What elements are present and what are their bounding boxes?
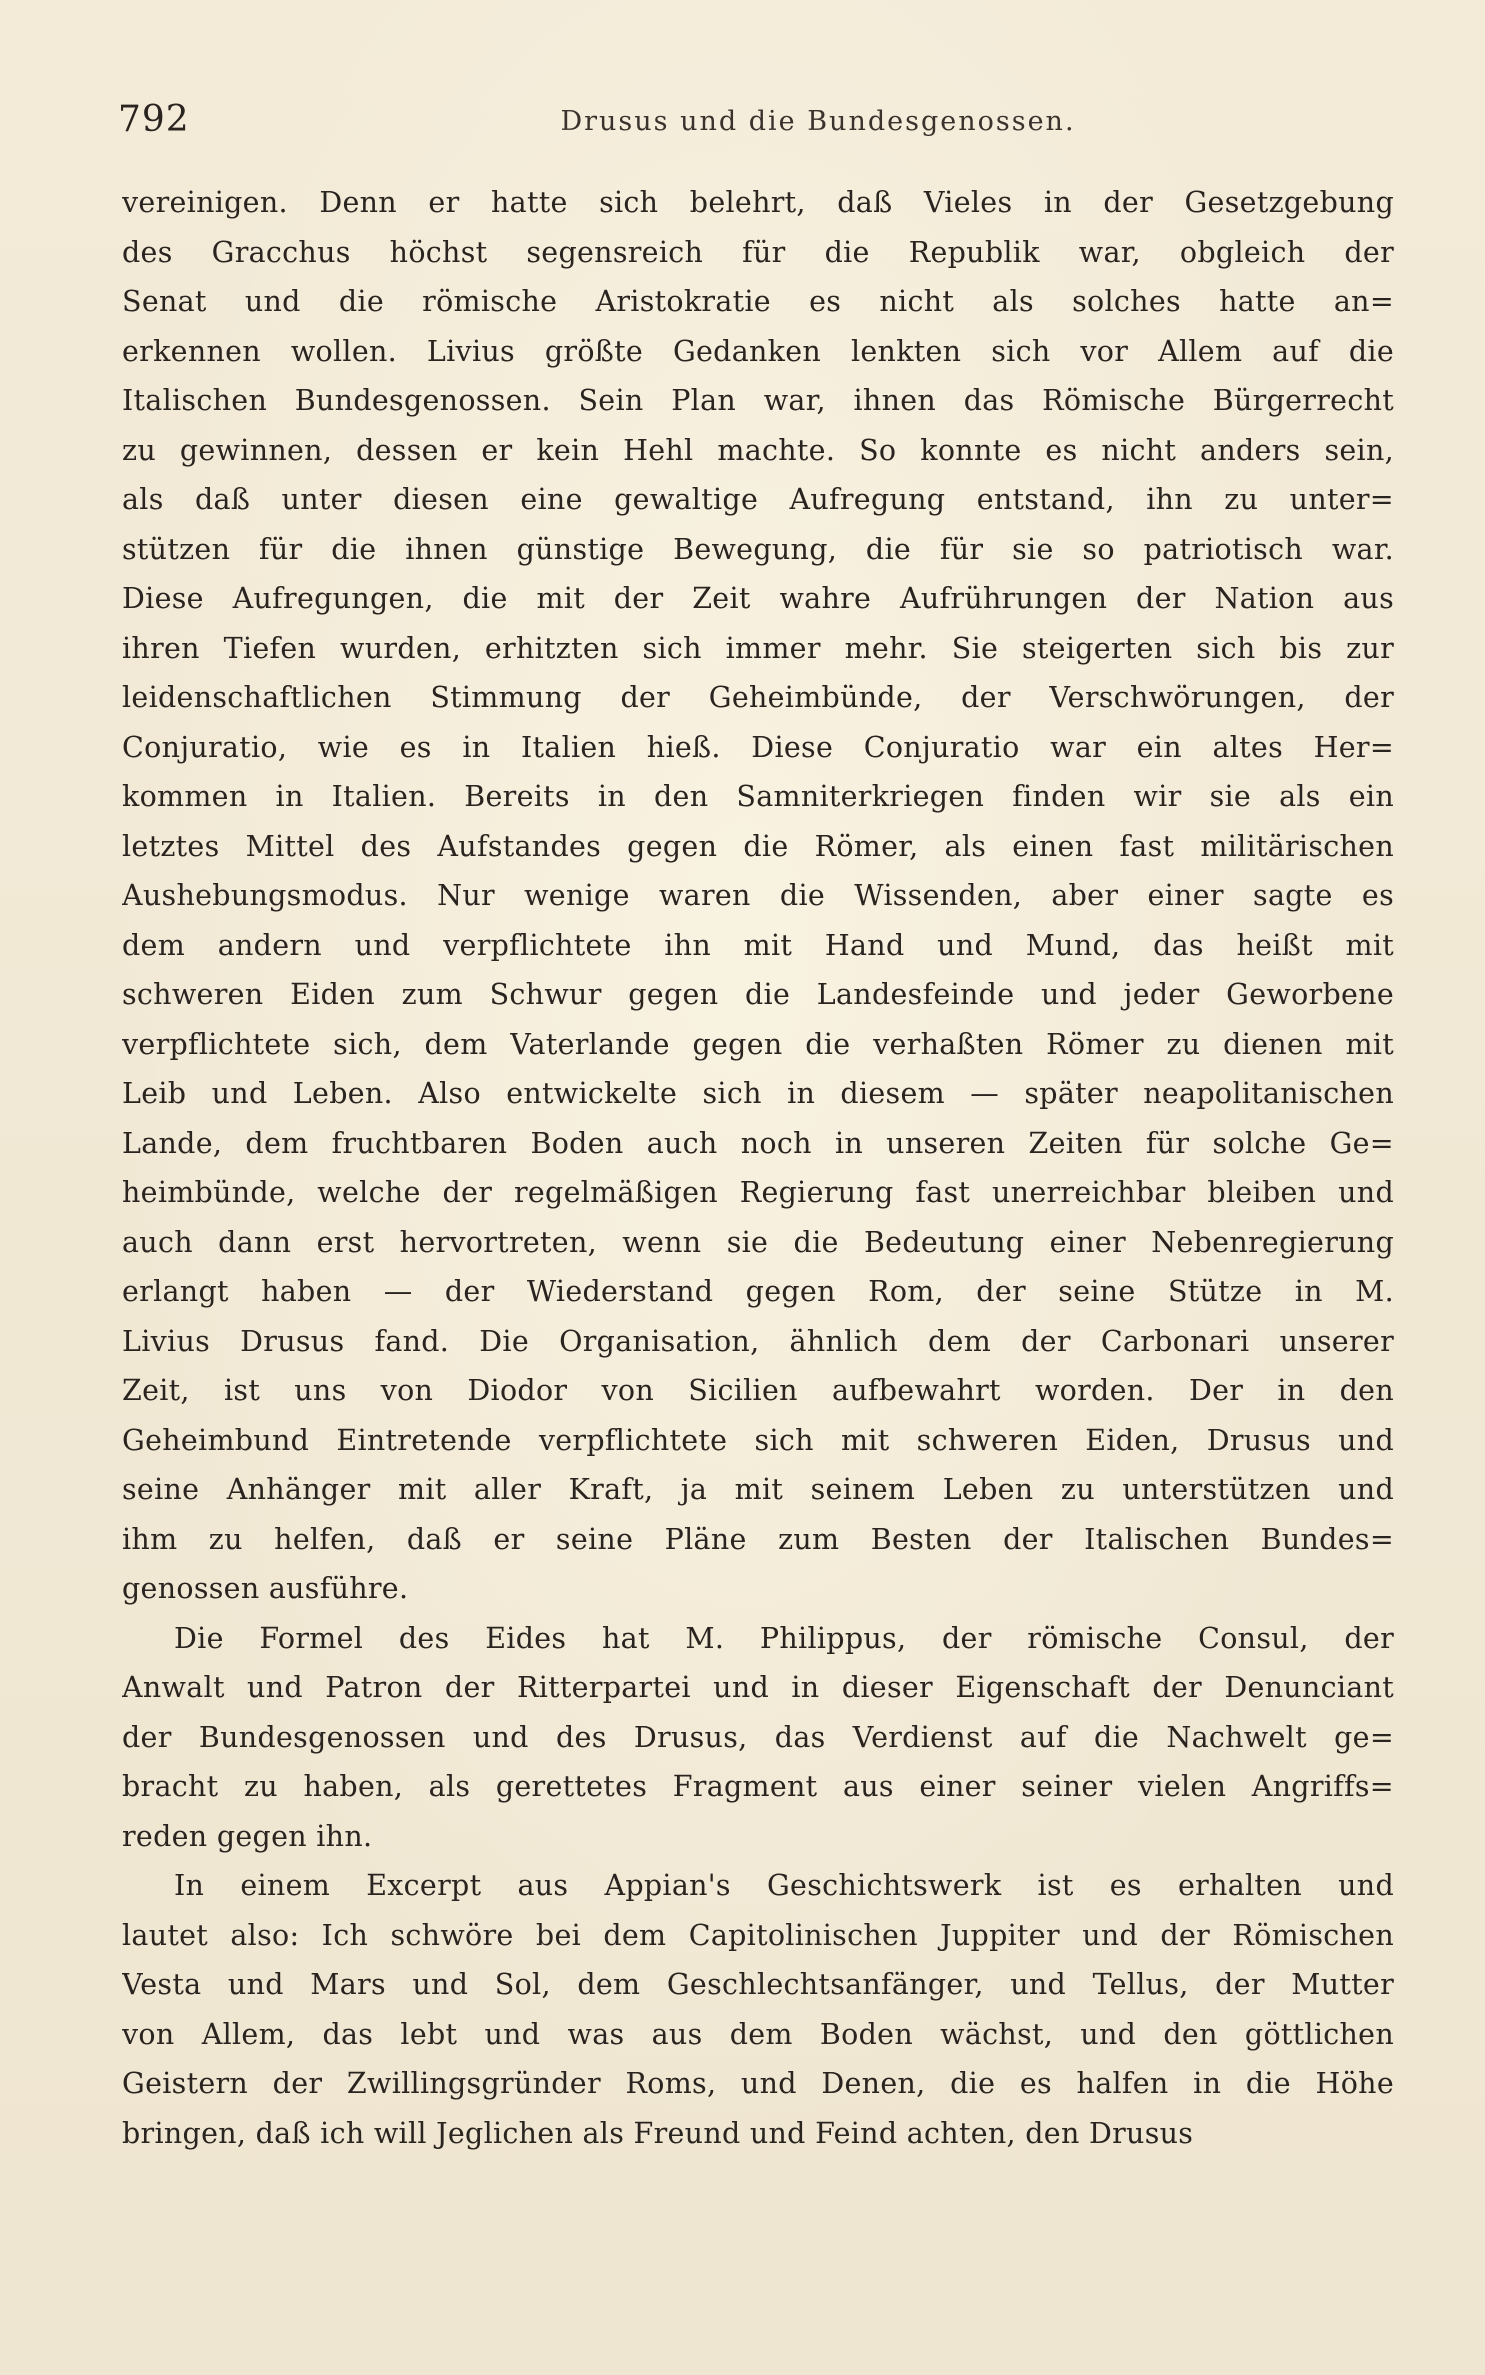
text-line: auch dann erst hervortreten, wenn sie die Bedeutung einer Nebenregierung (122, 1225, 1394, 1259)
text-line: Conjuratio, wie es in Italien hieß. Diese Conjuratio war ein altes Her= (122, 730, 1394, 764)
text-line: Leib und Leben. Also entwickelte sich in diesem — später neapolitanischen (122, 1077, 1394, 1110)
text-line: lautet also: Ich schwöre bei dem Capitolinischen Juppiter und der Römischen (122, 1918, 1394, 1952)
text-line: Anwalt und Patron der Ritterpartei und in dieser Eigenschaft der Denunciant (122, 1671, 1394, 1704)
text-line: Senat und die römische Aristokratie es nicht als solches hatte an= (122, 285, 1394, 318)
text-line: heimbünde, welche der regelmäßigen Regierung fast unerreichbar bleiben und (122, 1176, 1394, 1209)
text-line: der Bundesgenossen und des Drusus, das Verdienst auf die Nachwelt ge= (122, 1720, 1394, 1754)
text-line: In einem Excerpt aus Appian's Geschichtswerk ist es erhalten und (174, 1869, 1394, 1902)
text-line: bringen, daß ich will Jeglichen als Freund und Feind achten, den Drusus (122, 2116, 1194, 2150)
text-line: Zeit, ist uns von Diodor von Sicilien aufbewahrt worden. Der in den (122, 1374, 1394, 1407)
text-line: genossen ausführe. (122, 1572, 409, 1605)
text-line: Vesta und Mars und Sol, dem Geschlechtsanfänger, und Tellus, der Mutter (122, 1968, 1394, 2001)
text-line: reden gegen ihn. (122, 1819, 373, 1853)
text-line: des Gracchus höchst segensreich für die Republik war, obgleich der (122, 235, 1394, 269)
text-line: dem andern und verpflichtete ihn mit Hand und Mund, das heißt mit (122, 928, 1394, 962)
text-line: Italischen Bundesgenossen. Sein Plan war, ihnen das Römische Bürgerrecht (122, 384, 1394, 417)
paragraph (122, 178, 1394, 1614)
text-line: vereinigen. Denn er hatte sich belehrt, daß Vieles in der Gesetzgebung (122, 186, 1394, 219)
text-line: Livius Drusus fand. Die Organisation, ähnlich dem der Carbonari unserer (122, 1324, 1394, 1358)
text-line: ihren Tiefen wurden, erhitzten sich immer mehr. Sie steigerten sich bis zur (122, 631, 1394, 665)
text-line: kommen in Italien. Bereits in den Samniterkriegen finden wir sie als ein (122, 780, 1394, 813)
text-line: seine Anhänger mit aller Kraft, ja mit seinem Leben zu unterstützen und (122, 1473, 1394, 1506)
text-line: als daß unter diesen eine gewaltige Aufregung entstand, ihn zu unter= (122, 483, 1394, 516)
text-line: Die Formel des Eides hat M. Philippus, der römische Consul, der (174, 1621, 1394, 1655)
page-header (118, 95, 1398, 145)
text-line: Geheimbund Eintretende verpflichtete sich mit schweren Eiden, Drusus und (122, 1423, 1394, 1457)
text-line: letztes Mittel des Aufstandes gegen die Römer, als einen fast militärischen (122, 829, 1394, 863)
text-line: Lande, dem fruchtbaren Boden auch noch in unseren Zeiten für solche Ge= (122, 1126, 1394, 1160)
text-line: schweren Eiden zum Schwur gegen die Landesfeinde und jeder Geworbene (122, 978, 1394, 1011)
text-line: leidenschaftlichen Stimmung der Geheimbünde, der Verschwörungen, der (122, 681, 1394, 714)
body-text (122, 178, 1394, 2158)
text-line: von Allem, das lebt und was aus dem Boden wächst, und den göttlichen (122, 2017, 1394, 2051)
text-line: Geistern der Zwillingsgründer Roms, und Denen, die es halfen in die Höhe (122, 2067, 1394, 2100)
paragraph (122, 1614, 1394, 1862)
running-head: Drusus und die Bundesgenossen. (560, 106, 1076, 137)
text-line: Diese Aufregungen, die mit der Zeit wahre Aufrührungen der Nation aus (122, 582, 1394, 615)
text-line: erkennen wollen. Livius größte Gedanken lenkten sich vor Allem auf die (122, 334, 1394, 368)
text-line: verpflichtete sich, dem Vaterlande gegen die verhaßten Römer zu dienen mit (122, 1027, 1394, 1061)
text-line: Aushebungsmodus. Nur wenige waren die Wissenden, aber einer sagte es (122, 879, 1394, 912)
paragraph (122, 1861, 1394, 2158)
page-number: 792 (118, 99, 190, 140)
text-line: ihm zu helfen, daß er seine Pläne zum Besten der Italischen Bundes= (122, 1522, 1394, 1556)
text-line: stützen für die ihnen günstige Bewegung, die für sie so patriotisch war. (122, 532, 1394, 566)
text-line: erlangt haben — der Wiederstand gegen Rom, der seine Stütze in M. (122, 1275, 1394, 1308)
text-line: zu gewinnen, dessen er kein Hehl machte. So konnte es nicht anders sein, (122, 433, 1394, 467)
text-line: bracht zu haben, als gerettetes Fragment aus einer seiner vielen Angriffs= (122, 1770, 1394, 1803)
